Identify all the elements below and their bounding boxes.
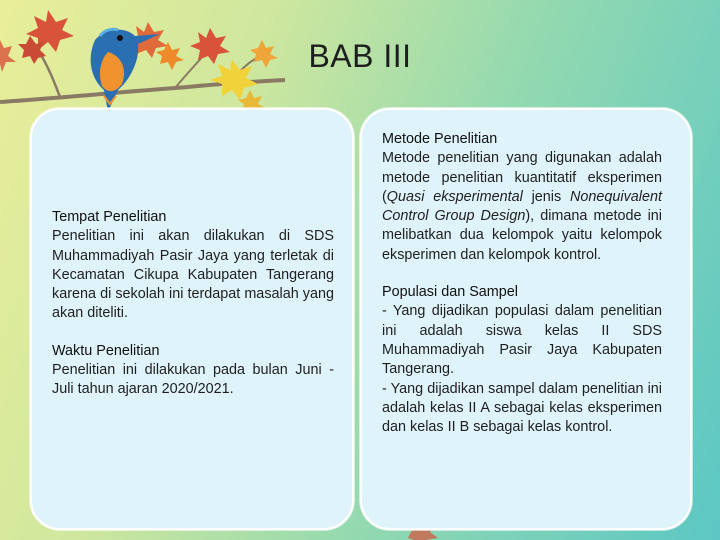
metode-text-2: jenis — [522, 188, 570, 205]
section-heading-tempat: Tempat Penelitian — [52, 209, 167, 225]
section-metode — [382, 130, 662, 265]
section-body-metode — [382, 149, 662, 265]
page-title: BAB III — [308, 38, 412, 74]
metode-text-3: ), dimana metode ini melibatkan dua kelompok yaitu kelompok eksperimen dan kelompok kontrol. — [382, 208, 662, 263]
section-heading-metode: Metode Penelitian — [382, 131, 498, 147]
populasi-item-1: - Yang dijadikan populasi dalam penelitian ini adalah siswa kelas II SDS Muhammadiyah Pasir Jaya Kabupaten Tangerang. — [382, 303, 662, 378]
metode-italic-1: Quasi eksperimental — [386, 188, 523, 205]
metode-text-1: Metode penelitian yang digunakan adalah metode penelitian kuantitatif eksperimen ( — [382, 150, 662, 205]
section-heading-populasi: Populasi dan Sampel — [382, 284, 519, 301]
metode-italic-2: Nonequivalent Control Group Design — [382, 188, 662, 225]
section-waktu — [52, 342, 334, 400]
right-panel-text — [382, 130, 662, 455]
section-heading-waktu: Waktu Penelitian — [52, 342, 160, 359]
left-panel-text — [52, 208, 334, 418]
populasi-item-2: - Yang dijadikan sampel dalam penelitian ini adalah kelas II A sebagai kelas eksperimen dan kelas II B sebagai kelas kontrol. — [382, 380, 662, 436]
section-populasi — [382, 283, 662, 437]
section-tempat — [52, 208, 334, 324]
section-body-tempat: Penelitian ini akan dilakukan di SDS Muhammadiyah Pasir Jaya yang terletak di Kecamatan Cikupa Kabupaten Tangerang karena di sekolah ini terdapat masalah yang akan diteliti. — [52, 228, 334, 322]
section-body-waktu: Penelitian ini dilakukan pada bulan Juni -Juli tahun ajaran 2020/2021. — [52, 362, 334, 398]
